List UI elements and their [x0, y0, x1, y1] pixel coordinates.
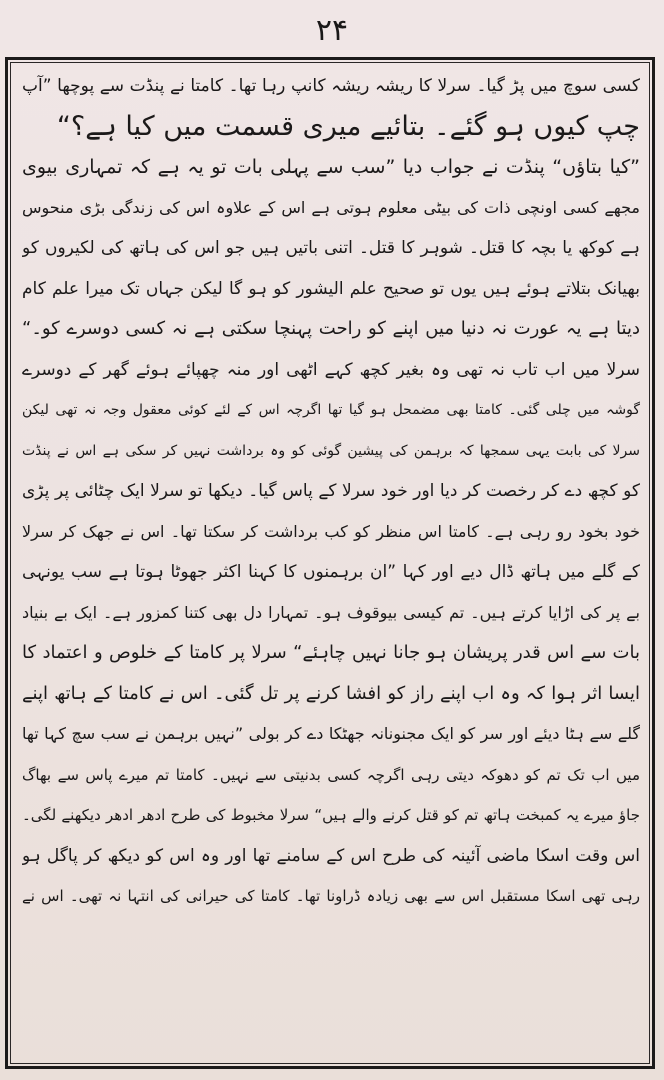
text-line: سرلا کی بابت یہی سمجھا کہ برہمن کی پیشین گوئی کو وہ برداشت نہیں کر سکی ہے اس نے پنڈت	[22, 442, 640, 459]
text-line: بھیانک بتلاتے ہوئے ہیں یوں تو صحیح علم الیشور کو ہو گا لیکن جہاں تک میرا علم کام	[22, 278, 640, 299]
page-number: ۲۴	[315, 13, 349, 48]
body-text	[22, 66, 640, 1062]
text-line: ایسا اثر ہوا کہ وہ اب اپنے راز کو افشا کرنے پر تل گئی۔ اس نے کامتا کے ہاتھ اپنے	[22, 682, 640, 704]
text-line: بے پر کی اڑایا کرتے ہیں۔ تم کیسی بیوقوف ہو۔ تمہارا دل بھی کتنا کمزور ہے۔ ایک بے بنیاد	[22, 602, 640, 622]
text-line: گلے سے ہٹا دیئے اور سر کو ایک مجنونانہ جھٹکا دے کر بولی ”نہیں برہمن نے سب سچ کہا تھا	[22, 724, 640, 743]
text-line: کے گلے میں ہاتھ ڈال دیے اور کہا ”ان برہمنوں کا کہنا اکثر جھوٹا ہوتا ہے سب یونہی	[22, 562, 640, 582]
text-line: گوشہ میں چلی گئی۔ کامتا بھی مضمحل ہو گیا تھا اگرچہ اس کے لئے کوئی معقول وجہ نہ تھی لیکن	[22, 402, 640, 418]
text-line: ”کیا بتاؤں“ پنڈت نے جواب دیا ”سب سے پہلی بات تو یہ ہے کہ تمہاری بیوی	[22, 156, 640, 178]
text-line: سرلا میں اب تاب نہ تھی وہ بغیر کچھ کہے اٹھی اور منہ چھپائے ہوئے گھر کے دوسرے	[22, 359, 640, 380]
text-line: چپ کیوں ہو گئے۔ بتائیے میری قسمت میں کیا ہے؟“	[56, 110, 640, 142]
text-line: جاؤ میرے یہ کمبخت ہاتھ تم کو قتل کرنے والے ہیں“ سرلا مخبوط کی طرح ادھر ادھر دیکھنے لگی۔	[22, 806, 640, 824]
text-line: خود بخود رو رہی ہے۔ کامتا اس منظر کو کب برداشت کر سکتا تھا۔ اس نے جھک کر سرلا	[22, 521, 640, 541]
text-line: کو کچھ دے کر رخصت کر دیا اور خود سرلا کے پاس گیا۔ دیکھا تو سرلا ایک چٹائی پر پڑی	[22, 481, 640, 501]
text-line: رہی تھی اسکا مستقبل اس سے بھی زیادہ ڈراونا تھا۔ کامتا کی حیرانی کی انتہا نہ تھی۔ اس نے	[22, 887, 640, 905]
text-line: میں اب تک تم کو دھوکہ دیتی رہی اگرچہ کسی بدنیتی سے نہیں۔ کامتا تم میرے پاس سے بھاگ	[22, 765, 640, 784]
text-line: اس وقت اسکا ماضی آئینہ کی طرح اس کے سامنے تھا اور وہ اس کو دیکھ کر پاگل ہو	[22, 845, 640, 866]
text-line: بات سے اس قدر پریشان ہو جانا نہیں چاہئے“ سرلا پر کامتا کے خلوص و اعتماد کا	[22, 642, 640, 663]
text-line: ہے کوکھ یا بچہ کا قتل۔ شوہر کا قتل۔ اتنی باتیں ہیں جو اس کی ہاتھ کی لکیروں کو	[22, 238, 640, 258]
text-line: کسی سوچ میں پڑ گیا۔ سرلا کا ریشہ ریشہ کانپ رہا تھا۔ کامتا نے پنڈت سے پوچھا ”آپ	[22, 76, 640, 96]
text-line: مجھے کسی اونچی ذات کی بیٹی معلوم ہوتی ہے اس کے علاوہ اس کی زندگی بڑی منحوس	[22, 197, 640, 217]
text-line: دیتا ہے یہ عورت نہ دنیا میں اپنے کو راحت پہنچا سکتی ہے نہ کسی دوسرے کو۔“	[22, 318, 640, 339]
